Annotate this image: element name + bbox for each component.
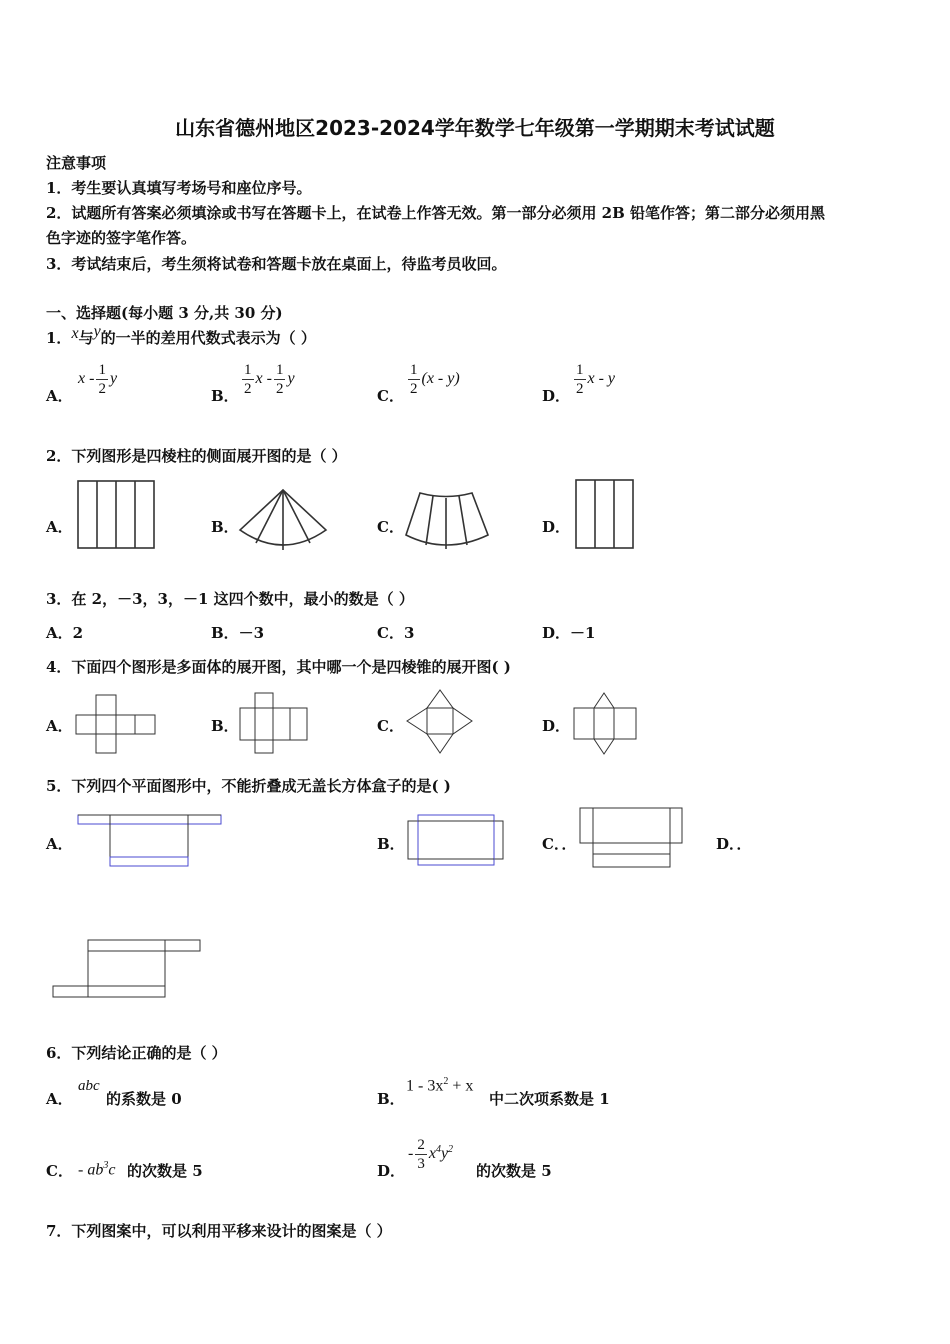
- stem-text: 与: [78, 329, 94, 347]
- expr-part: x -: [255, 370, 272, 388]
- numerator: 2: [417, 1137, 425, 1153]
- exponent: 2: [443, 1076, 449, 1087]
- expr-part: + x: [448, 1077, 474, 1095]
- question-5-stem: 5．下列四个平面图形中，不能折叠成无盖长方体盒子的是( ): [46, 777, 451, 795]
- q4-option-b-label[interactable]: B．: [211, 717, 239, 735]
- expr-part: x -: [78, 370, 95, 388]
- q6-option-b-text: 中二次项系数是 1: [489, 1090, 610, 1108]
- q2-figure-a: [78, 481, 154, 548]
- page-title: 山东省德州地区2023-2024学年数学七年级第一学期期末考试试题: [175, 116, 775, 140]
- expr-part: c: [108, 1161, 116, 1179]
- exponent: 3: [103, 1160, 109, 1171]
- var-y: y: [440, 1145, 449, 1163]
- section-heading: 一、选择题(每小题 3 分,共 30 分): [46, 304, 283, 322]
- numerator: 1: [244, 362, 252, 378]
- q5-option-c-label[interactable]: C．．: [542, 835, 577, 853]
- denominator: 2: [410, 381, 418, 397]
- question-3-stem: 3．在 2，－3，3，－1 这四个数中，最小的数是（ ）: [46, 590, 414, 608]
- fraction: [415, 1136, 427, 1173]
- expr-part: 1 - 3x: [406, 1077, 444, 1095]
- expr-part: y: [109, 370, 118, 388]
- denominator: 2: [275, 381, 284, 397]
- expr-part: - ab: [78, 1161, 104, 1179]
- notice-heading: 注意事项: [46, 154, 107, 172]
- expr-part: x - y: [587, 370, 616, 388]
- denominator: 3: [417, 1156, 425, 1172]
- q5-option-d-label[interactable]: D．．: [716, 835, 752, 853]
- q6-option-a-text: 的系数是 0: [106, 1090, 182, 1108]
- q4-option-d-label[interactable]: D．: [542, 717, 571, 735]
- q3-option-c[interactable]: C．3: [377, 624, 415, 642]
- q3-option-d[interactable]: D．－1: [542, 624, 596, 642]
- numerator: 1: [98, 362, 106, 378]
- q5-figure-a: [78, 815, 221, 866]
- q6-option-d-text: 的次数是 5: [476, 1162, 552, 1180]
- var-x: x: [71, 325, 79, 342]
- q6-option-b-expr: [406, 1076, 473, 1095]
- q4-option-a-label[interactable]: A．: [46, 717, 73, 735]
- question-4-stem: 4．下面四个图形是多面体的展开图，其中哪一个是四棱锥的展开图( ): [46, 658, 511, 676]
- question-2-stem: 2．下列图形是四棱柱的侧面展开图的是（ ）: [46, 447, 347, 465]
- q4-figure-d: [574, 693, 636, 754]
- var-x: x: [428, 1145, 436, 1163]
- q5-option-b-label[interactable]: B．: [377, 835, 405, 853]
- var-y: y: [93, 323, 101, 340]
- q2-figure-b: [240, 490, 326, 550]
- numerator: 1: [275, 362, 284, 378]
- q4-option-c-label[interactable]: C．: [377, 717, 404, 735]
- q4-figure-a: [76, 695, 155, 753]
- denominator: 2: [98, 381, 106, 397]
- q6-option-b-label[interactable]: B．: [377, 1090, 405, 1108]
- q2-figure-c: [406, 493, 488, 549]
- q2-option-d-label[interactable]: D．: [542, 518, 571, 536]
- q4-figure-b: [240, 693, 307, 753]
- notice-item-1: 1．考生要认真填写考场号和座位序号。: [46, 179, 312, 197]
- numerator: 1: [576, 362, 584, 378]
- notice-item-2: 2．试题所有答案必须填涂或书写在答题卡上，在试卷上作答无效。第一部分必须用 2B 铅笔作答；第二部分必须用黑: [46, 204, 826, 222]
- q6-option-a-label[interactable]: A．: [46, 1090, 73, 1108]
- question-number: 1．: [46, 329, 72, 347]
- notice-item-3: 3．考试结束后，考生须将试卷和答题卡放在桌面上，待监考员收回。: [46, 255, 507, 273]
- question-7-stem: 7．下列图案中，可以利用平移来设计的图案是（ ）: [46, 1222, 392, 1240]
- numerator: 1: [410, 362, 418, 378]
- denominator: 2: [576, 381, 584, 397]
- q6-option-d-expr: [408, 1136, 453, 1173]
- q6-option-c-expr: [78, 1160, 115, 1179]
- denominator: 2: [244, 381, 252, 397]
- expr-part: y: [287, 370, 295, 388]
- stem-text: 的一半的差用代数式表示为（ ）: [100, 329, 316, 347]
- q5-option-a-label[interactable]: A．: [46, 835, 73, 853]
- q2-figure-d: [576, 480, 633, 548]
- q6-option-c-text: 的次数是 5: [127, 1162, 203, 1180]
- q3-option-a[interactable]: A．2: [46, 624, 84, 642]
- q5-figure-d: [53, 940, 200, 997]
- q3-option-b[interactable]: B．－3: [211, 624, 265, 642]
- q6-option-a-expr: abc: [78, 1078, 100, 1094]
- q2-option-a-label[interactable]: A．: [46, 518, 73, 536]
- q2-option-b-label[interactable]: B．: [211, 518, 239, 536]
- q6-option-d-label[interactable]: D．: [377, 1162, 406, 1180]
- q6-option-c-label[interactable]: C．: [46, 1162, 73, 1180]
- q1-option-a-label[interactable]: A．: [46, 387, 73, 405]
- q1-option-d-label[interactable]: D．: [542, 387, 571, 405]
- expr-part: -: [408, 1145, 414, 1163]
- question-6-stem: 6．下列结论正确的是（ ）: [46, 1044, 227, 1062]
- q4-figure-c: [407, 690, 472, 753]
- q5-figure-b: [408, 815, 503, 865]
- notice-item-2-cont: 色字迹的签字笔作答。: [46, 229, 197, 247]
- exponent: 4: [435, 1143, 441, 1155]
- q5-figure-c: [580, 808, 682, 867]
- q1-option-b-label[interactable]: B．: [211, 387, 239, 405]
- exponent: 2: [448, 1143, 454, 1155]
- expr-part: (x - y): [421, 370, 460, 388]
- q2-option-c-label[interactable]: C．: [377, 518, 404, 536]
- q1-option-c-label[interactable]: C．: [377, 387, 404, 405]
